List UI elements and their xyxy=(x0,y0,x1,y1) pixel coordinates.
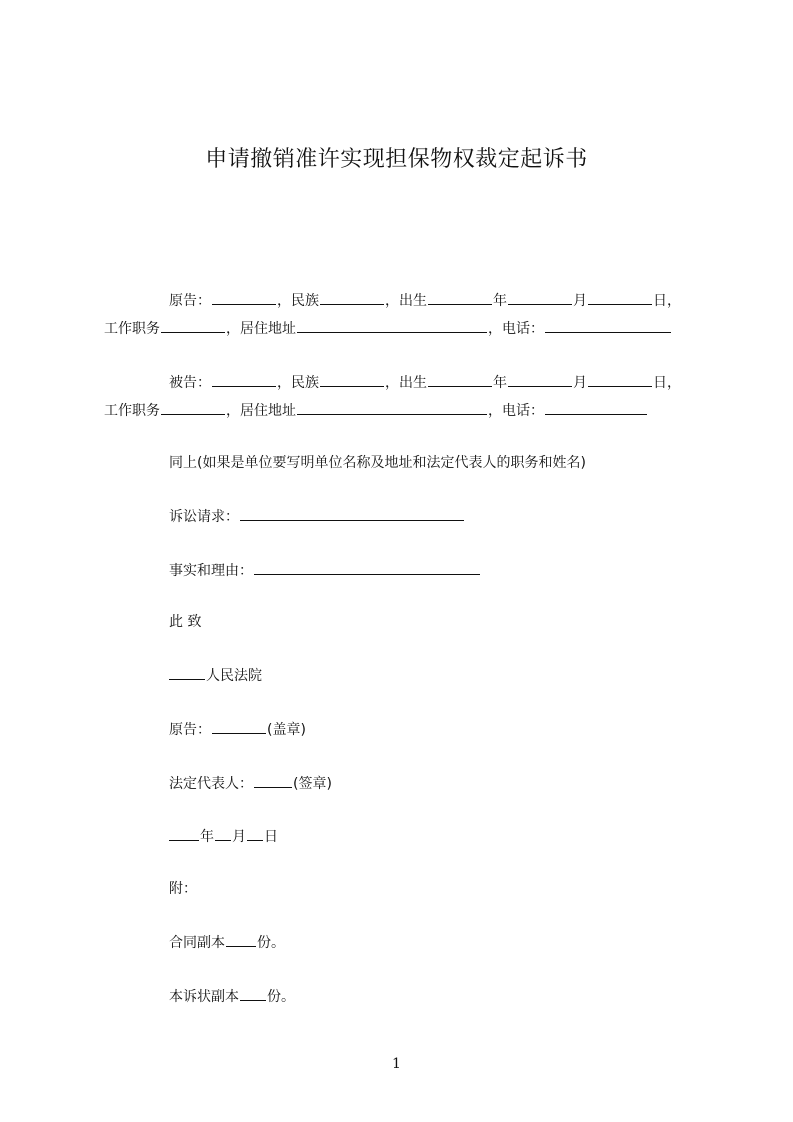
plaintiff-phone-label: ，电话： xyxy=(488,321,544,337)
date-year-label: 年 xyxy=(200,829,214,845)
plaintiff-month-label: 月 xyxy=(573,293,587,309)
page-number: 1 xyxy=(392,1056,401,1072)
date-day-label: 日 xyxy=(264,829,278,845)
defendant-month-label: 月 xyxy=(573,375,587,391)
defendant-address-label: ，居住地址 xyxy=(226,403,296,419)
plaintiff-line-1 xyxy=(169,290,681,311)
defendant-address-field[interactable] xyxy=(297,400,487,415)
defendant-name-field[interactable] xyxy=(212,372,276,387)
defendant-line-2 xyxy=(104,400,648,421)
complaint-copies-field[interactable] xyxy=(240,986,266,1001)
complaint-copies-suffix: 份。 xyxy=(267,989,295,1005)
defendant-phone-field[interactable] xyxy=(545,400,647,415)
legal-rep-line xyxy=(169,773,332,794)
plaintiff-birth-year-field[interactable] xyxy=(428,290,492,305)
defendant-label: 被告： xyxy=(169,375,211,391)
date-year-field[interactable] xyxy=(169,826,199,841)
plaintiff-birth-label: ，出生 xyxy=(385,293,427,309)
contract-copies-suffix: 份。 xyxy=(257,935,285,951)
defendant-job-field[interactable] xyxy=(161,400,225,415)
contract-copies-line xyxy=(169,932,285,953)
legal-rep-label: 法定代表人： xyxy=(169,776,253,792)
attachments-label: 附： xyxy=(169,881,197,897)
plaintiff-sign-line xyxy=(169,719,306,740)
plaintiff-ethnicity-field[interactable] xyxy=(320,290,384,305)
plaintiff-job-label: 工作职务 xyxy=(104,321,160,337)
defendant-birth-day-field[interactable] xyxy=(588,372,652,387)
defendant-birth-year-field[interactable] xyxy=(428,372,492,387)
defendant-ethnicity-field[interactable] xyxy=(320,372,384,387)
facts-field[interactable] xyxy=(254,560,480,575)
salutation: 此 致 xyxy=(169,614,202,630)
seal-label: (盖章) xyxy=(267,722,306,738)
same-as-above-note: 同上(如果是单位要写明单位名称及地址和法定代表人的职务和姓名) xyxy=(169,455,586,471)
date-month-label: 月 xyxy=(232,829,246,845)
plaintiff-label: 原告： xyxy=(169,293,211,309)
signature-label: (签章) xyxy=(293,776,332,792)
facts-line xyxy=(169,560,481,581)
plaintiff-line-2 xyxy=(104,318,672,339)
claims-line xyxy=(169,506,465,527)
plaintiff-address-field[interactable] xyxy=(297,318,487,333)
plaintiff-job-field[interactable] xyxy=(161,318,225,333)
claims-label: 诉讼请求： xyxy=(169,509,239,525)
court-label: 人民法院 xyxy=(206,668,262,684)
plaintiff-ethnicity-label: ，民族 xyxy=(277,293,319,309)
date-month-field[interactable] xyxy=(215,826,231,841)
contract-copies-prefix: 合同副本 xyxy=(169,935,225,951)
defendant-job-label: 工作职务 xyxy=(104,403,160,419)
legal-rep-field[interactable] xyxy=(254,773,292,788)
contract-copies-field[interactable] xyxy=(226,932,256,947)
plaintiff-birth-month-field[interactable] xyxy=(508,290,572,305)
defendant-year-label: 年 xyxy=(493,375,507,391)
plaintiff-phone-field[interactable] xyxy=(545,318,671,333)
complaint-copies-prefix: 本诉状副本 xyxy=(169,989,239,1005)
defendant-birth-label: ，出生 xyxy=(385,375,427,391)
plaintiff-address-label: ，居住地址 xyxy=(226,321,296,337)
defendant-phone-label: ，电话： xyxy=(488,403,544,419)
defendant-line-1 xyxy=(169,372,681,393)
plaintiff-sign-field[interactable] xyxy=(212,719,266,734)
facts-label: 事实和理由： xyxy=(169,563,253,579)
complaint-copies-line xyxy=(169,986,295,1007)
defendant-day-label: 日， xyxy=(653,375,681,391)
defendant-ethnicity-label: ，民族 xyxy=(277,375,319,391)
defendant-birth-month-field[interactable] xyxy=(508,372,572,387)
plaintiff-day-label: 日， xyxy=(653,293,681,309)
court-name-field[interactable] xyxy=(169,665,205,680)
plaintiff-sign-label: 原告： xyxy=(169,722,211,738)
date-day-field[interactable] xyxy=(247,826,263,841)
plaintiff-name-field[interactable] xyxy=(212,290,276,305)
plaintiff-year-label: 年 xyxy=(493,293,507,309)
claims-field[interactable] xyxy=(240,506,464,521)
date-line xyxy=(169,826,278,847)
plaintiff-birth-day-field[interactable] xyxy=(588,290,652,305)
court-line xyxy=(169,665,262,686)
document-title: 申请撤销准许实现担保物权裁定起诉书 xyxy=(205,147,588,172)
